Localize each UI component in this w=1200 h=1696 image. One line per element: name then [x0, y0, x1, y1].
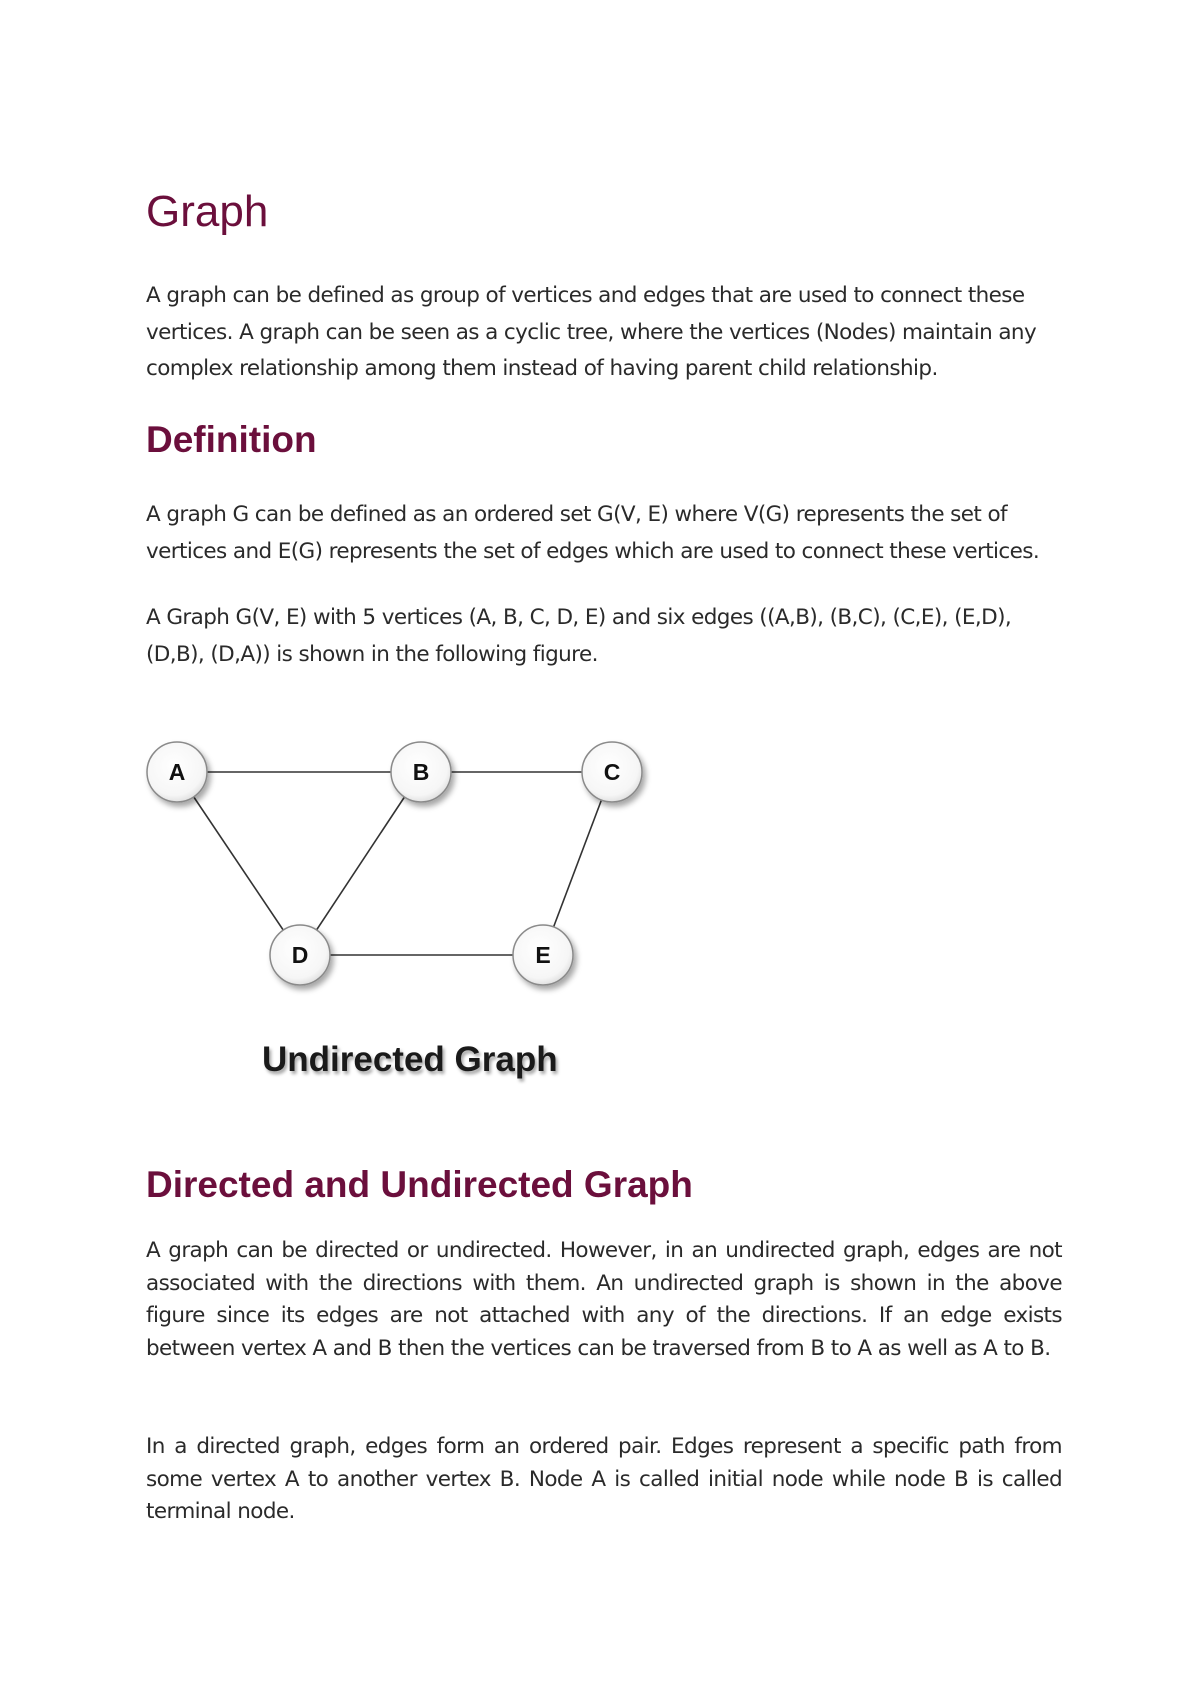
- graph-edge-d-b: [300, 772, 421, 955]
- graph-node-c: [582, 742, 642, 802]
- definition-paragraph-2: A Graph G(V, E) with 5 vertices (A, B, C, D, E) and six edges ((A,B), (B,C), (C,E), (E,D), (D,B), (D,A)) is shown in the following figure.: [146, 605, 1012, 667]
- intro-paragraph: A graph can be defined as group of vertices and edges that are used to connect these vertices. A graph can be seen as a cyclic tree, where the vertices (Nodes) maintain any complex relationship among them instead of having parent child relationship.: [146, 283, 1037, 381]
- graph-node-label: A: [168, 759, 186, 785]
- graph-node-label: E: [535, 942, 551, 968]
- graph-node-a: [147, 742, 207, 802]
- graph-node-label: C: [603, 759, 621, 785]
- graph-node-label: B: [412, 759, 430, 785]
- directed-undirected-heading: Directed and Undirected Graph: [146, 1164, 693, 1205]
- figure-caption: Undirected Graph: [262, 1040, 558, 1079]
- definition-heading: Definition: [146, 419, 317, 460]
- graph-node-b: [391, 742, 451, 802]
- graph-node-e: [513, 925, 573, 985]
- graph-nodes: [147, 742, 642, 985]
- page-title: Graph: [146, 187, 269, 236]
- directed-paragraph-2: In a directed graph, edges form an ordered pair. Edges represent a specific path from some vertex A to another vertex B. Node A is called initial node while node B is called terminal node.: [146, 1434, 1062, 1524]
- graph-node-label: D: [291, 942, 309, 968]
- graph-edge-d-a: [177, 772, 300, 955]
- graph-node-d: [270, 925, 330, 985]
- directed-paragraph-1: A graph can be directed or undirected. However, in an undirected graph, edges are not associated with the directions with them. An undirected graph is shown in the above figure since its edges are not attached with any of the directions. If an edge exists between vertex A and B then the vertices can be traversed from B to A as well as A to B.: [146, 1238, 1062, 1361]
- definition-paragraph-1: A graph G can be defined as an ordered set G(V, E) where V(G) represents the set of vertices and E(G) represents the set of edges which are used to connect these vertices.: [146, 502, 1040, 564]
